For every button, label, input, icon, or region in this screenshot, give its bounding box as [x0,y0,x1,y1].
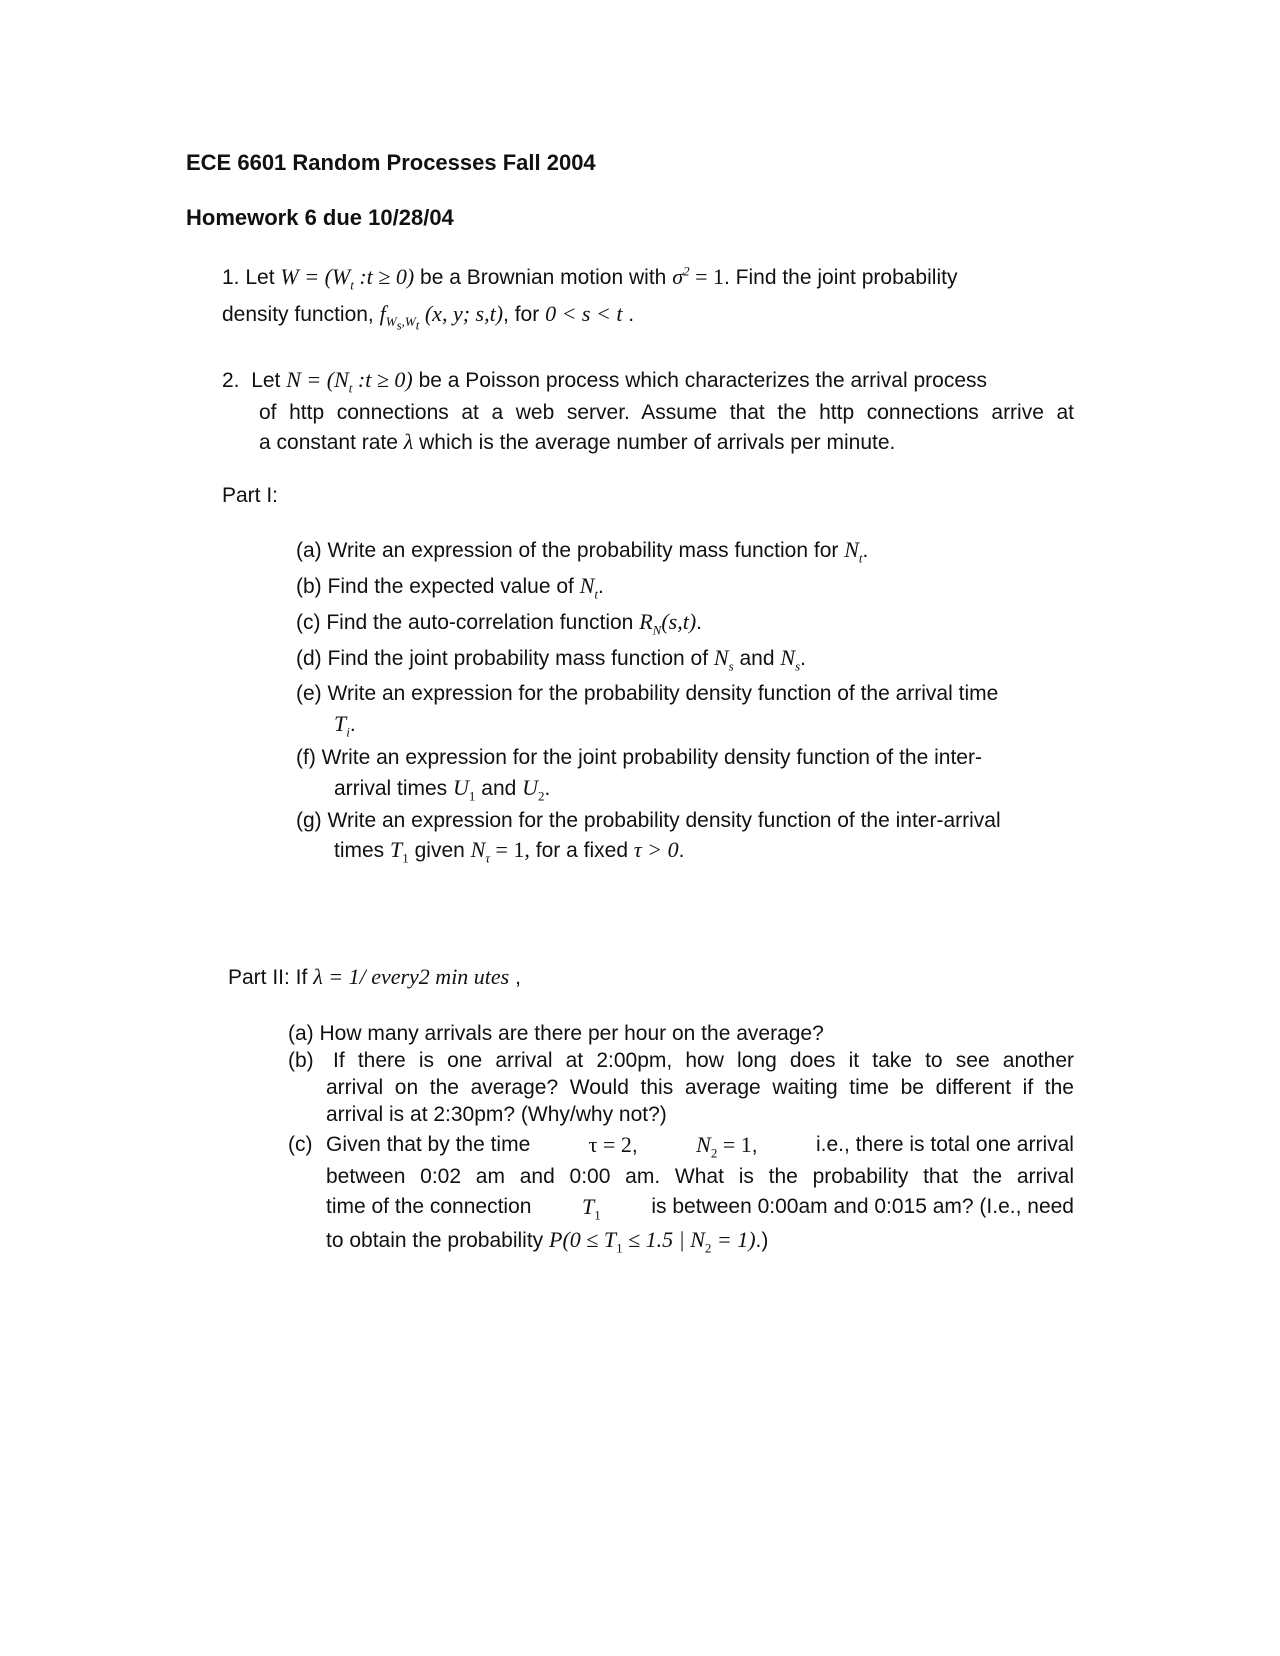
text: be a Poisson process which characterizes the arrival process [418,369,988,392]
item-label: (e) [296,682,322,705]
text: Part II: If [228,966,308,989]
problem-1-line-2 [222,300,635,333]
math-T1: $T_1$ [582,1194,601,1223]
part-1-item-a [296,536,868,565]
text: be a Brownian motion with [420,266,667,289]
part-2-item-c-line-2: between 0:02 am and 0:00 am. What is the probability that the arrival [326,1165,1074,1188]
math-Nt: $N_t$ [579,573,599,602]
math-condition: 0 < s < t [545,301,623,326]
math-N-def: $N = (N_t$ :t ≥ 0) [286,367,413,396]
text: Write an expression for the probability density function of the arrival time [327,682,999,705]
text: density function, [222,303,374,326]
text: is between 0:00am and 0:015 am? (I.e., need [651,1195,1074,1218]
course-title: ECE 6601 Random Processes Fall 2004 [186,150,596,175]
math-Ti: $T_i$ [334,711,350,740]
part-2-item-c-line-1 [326,1131,1074,1160]
text: . [349,713,356,736]
text: which is the average number of arrivals per minute. [419,431,896,454]
text: Given that by the time [326,1133,531,1156]
part-1-item-g-cont [334,836,684,865]
text: for a fixed [535,839,628,862]
text: , [631,1134,638,1157]
text: Find the joint probability mass function of [327,647,709,670]
math-f-density: $f_{W_s,W_t}$ (x, y; s,t) [379,301,504,333]
math-T1: $T_1$ [390,837,409,866]
item-label: (c) [288,1133,313,1156]
problem-number: 1. [222,266,240,289]
text: . [678,839,685,862]
problem-2-line-3 [259,428,895,457]
math-sigma: $\sigma^2 = 1$ [672,263,724,289]
text: Write an expression for the joint probability density function of the inter- [321,746,982,769]
text: , [751,1134,758,1157]
text: Let [251,369,281,392]
part-1-item-g [296,807,1001,835]
part-1-item-d [296,644,806,673]
text: i.e., there is total one arrival [816,1133,1074,1156]
text: and [481,777,517,800]
math-probability: $P(0 \le T_1 \le 1.5$ | $N_2 = 1$) [549,1227,756,1256]
math-lambda-rate: λ = 1/ every2 min utes [313,964,510,989]
math-Ns: $N_s$ [713,645,734,674]
math-tau-group [589,1131,638,1160]
text: . [628,303,635,326]
part-1-item-e-cont [334,710,356,739]
math-Ns: $N_s$ [780,645,801,674]
text: .) [755,1229,769,1252]
part-2-item-c-line-3 [326,1193,1074,1221]
part-1-item-f-cont [334,774,550,803]
part-2-label [228,963,521,992]
problem-2-line-1 [222,366,1074,395]
part-1-item-e [296,680,998,708]
text: . [862,539,869,562]
problem-2-line-2: of http connections at a web server. Assume that the http connections arrive at [259,401,1074,424]
text: . Find the joint probability [723,266,958,289]
part-2-item-c-line-4 [326,1226,768,1255]
item-label: (b) [296,575,322,598]
text: . [544,777,551,800]
text: to obtain the probability [326,1229,544,1252]
item-label: (g) [296,809,322,832]
part-2-item-b-line-3: arrival is at 2:30pm? (Why/why not?) [326,1103,667,1126]
math-tau-2: τ = 2 [588,1132,632,1157]
item-label: (b) [288,1049,314,1072]
text: Find the auto-correlation function [326,611,634,634]
math-tau-positive: τ > 0 [633,837,679,862]
problem-1-line-1 [222,263,957,292]
part-2-item-b [288,1047,314,1075]
math-U2: $U_2$ [522,775,545,804]
text: Find the expected value of [327,575,574,598]
math-Ntau: $N_\tau = 1$, [470,837,530,866]
text: , [515,966,521,989]
part-1-item-b [296,572,604,601]
text: . [696,611,702,634]
text: a constant rate [259,431,398,454]
item-label: (a) [288,1022,314,1045]
homework-title: Homework 6 due 10/28/04 [186,205,454,230]
math-N2-group [696,1131,757,1160]
text: Let [245,266,275,289]
text: given [414,839,465,862]
math-RN: $R_N(s,t)$ [639,609,697,638]
item-label: (c) [296,611,321,634]
math-W-def: $W = (W_t$ :t ≥ 0) [280,264,415,293]
math-lambda: λ [403,429,414,454]
item-label: (d) [296,647,322,670]
math-Nt: $N_t$ [844,537,863,566]
math-U1: $U_1$ [453,775,476,804]
part-1-item-c [296,608,702,637]
text: , for [503,303,540,326]
text: arrival times [334,777,448,800]
part-1-label: Part I: [222,484,279,507]
text: . [598,575,604,598]
math-N2: $N_2 = 1$ [696,1132,752,1161]
text: . [800,647,806,670]
text: times [334,839,385,862]
text: How many arrivals are there per hour on the average? [319,1022,824,1045]
text: Write an expression of the probability mass function for [327,539,839,562]
item-label: (a) [296,539,322,562]
part-2-item-a [288,1020,824,1048]
problem-number: 2. [222,369,240,392]
text: and [739,647,775,670]
part-2-item-b-line-1: If there is one arrival at 2:00pm, how long does it take to see another [333,1049,1074,1072]
item-label: (f) [296,746,316,769]
part-2-item-c [288,1131,313,1159]
part-2-item-b-line-2: arrival on the average? Would this average waiting time be different if the [326,1076,1074,1099]
text: time of the connection [326,1195,532,1218]
text: Write an expression for the probability density function of the inter-arrival [327,809,1001,832]
part-1-item-f [296,744,982,772]
